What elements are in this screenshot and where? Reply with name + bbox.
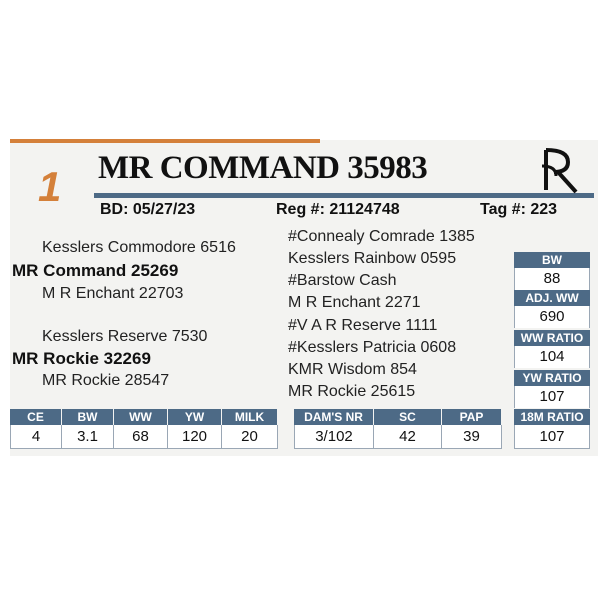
dam-header-pap: PAP bbox=[442, 409, 502, 425]
side-stat-value-bw: 88 bbox=[514, 268, 590, 290]
dam-value-nr: 3/102 bbox=[294, 425, 374, 449]
epd-header-bw: BW bbox=[62, 409, 114, 425]
pedigree-right-2: #Barstow Cash bbox=[288, 272, 397, 289]
dam-dam: MR Rockie 28547 bbox=[42, 372, 170, 389]
title-divider bbox=[94, 193, 594, 198]
epd-header-yw: YW bbox=[168, 409, 222, 425]
dam: MR Rockie 32269 bbox=[12, 349, 151, 368]
pedigree-right-7: MR Rockie 25615 bbox=[288, 383, 416, 400]
side-stat-value-ww-ratio: 104 bbox=[514, 346, 590, 368]
dam-sire: Kesslers Reserve 7530 bbox=[42, 328, 208, 345]
side-stat-value-18m-ratio: 107 bbox=[514, 425, 590, 449]
registration-number: Reg #: 21124748 bbox=[276, 201, 400, 218]
dam-performance-table bbox=[294, 409, 502, 449]
pedigree-right-4: #V A R Reserve 1111 bbox=[288, 317, 438, 334]
epd-value-ce: 4 bbox=[10, 425, 62, 449]
epd-value-ww: 68 bbox=[114, 425, 168, 449]
epd-value-yw: 120 bbox=[168, 425, 222, 449]
dam-header-nr: DAM'S NR bbox=[294, 409, 374, 425]
side-stat-label-bw: BW bbox=[514, 252, 590, 268]
tag-number: Tag #: 223 bbox=[480, 201, 558, 218]
pedigree-right-1: Kesslers Rainbow 0595 bbox=[288, 250, 457, 267]
dam-value-pap: 39 bbox=[442, 425, 502, 449]
sire-dam: M R Enchant 22703 bbox=[42, 285, 184, 302]
epd-header-milk: MILK bbox=[222, 409, 278, 425]
birth-date: BD: 05/27/23 bbox=[100, 201, 196, 218]
epd-value-milk: 20 bbox=[222, 425, 278, 449]
pedigree-right-6: KMR Wisdom 854 bbox=[288, 361, 417, 378]
epd-header-ce: CE bbox=[10, 409, 62, 425]
side-stat-label-ww-ratio: WW RATIO bbox=[514, 330, 590, 346]
side-stat-label-yw-ratio: YW RATIO bbox=[514, 370, 590, 386]
side-stat-value-yw-ratio: 107 bbox=[514, 386, 590, 408]
brand-logo-icon bbox=[540, 146, 586, 194]
dam-header-sc: SC bbox=[374, 409, 442, 425]
sire-sire: Kesslers Commodore 6516 bbox=[42, 239, 236, 256]
side-stat-label-18m-ratio: 18M RATIO bbox=[514, 409, 590, 425]
side-stat-value-adj-ww: 690 bbox=[514, 306, 590, 328]
pedigree-right-0: #Connealy Comrade 1385 bbox=[288, 228, 475, 245]
lot-number: 1 bbox=[38, 163, 62, 210]
animal-name: MR COMMAND 35983 bbox=[98, 150, 428, 186]
epd-table bbox=[10, 409, 278, 449]
epd-value-bw: 3.1 bbox=[62, 425, 114, 449]
pedigree-right-3: M R Enchant 2271 bbox=[288, 294, 421, 311]
pedigree-right-5: #Kesslers Patricia 0608 bbox=[288, 339, 457, 356]
dam-value-sc: 42 bbox=[374, 425, 442, 449]
epd-header-ww: WW bbox=[114, 409, 168, 425]
side-stat-label-adj-ww: ADJ. WW bbox=[514, 290, 590, 306]
sire: MR Command 25269 bbox=[12, 261, 179, 280]
accent-bar bbox=[10, 139, 320, 143]
